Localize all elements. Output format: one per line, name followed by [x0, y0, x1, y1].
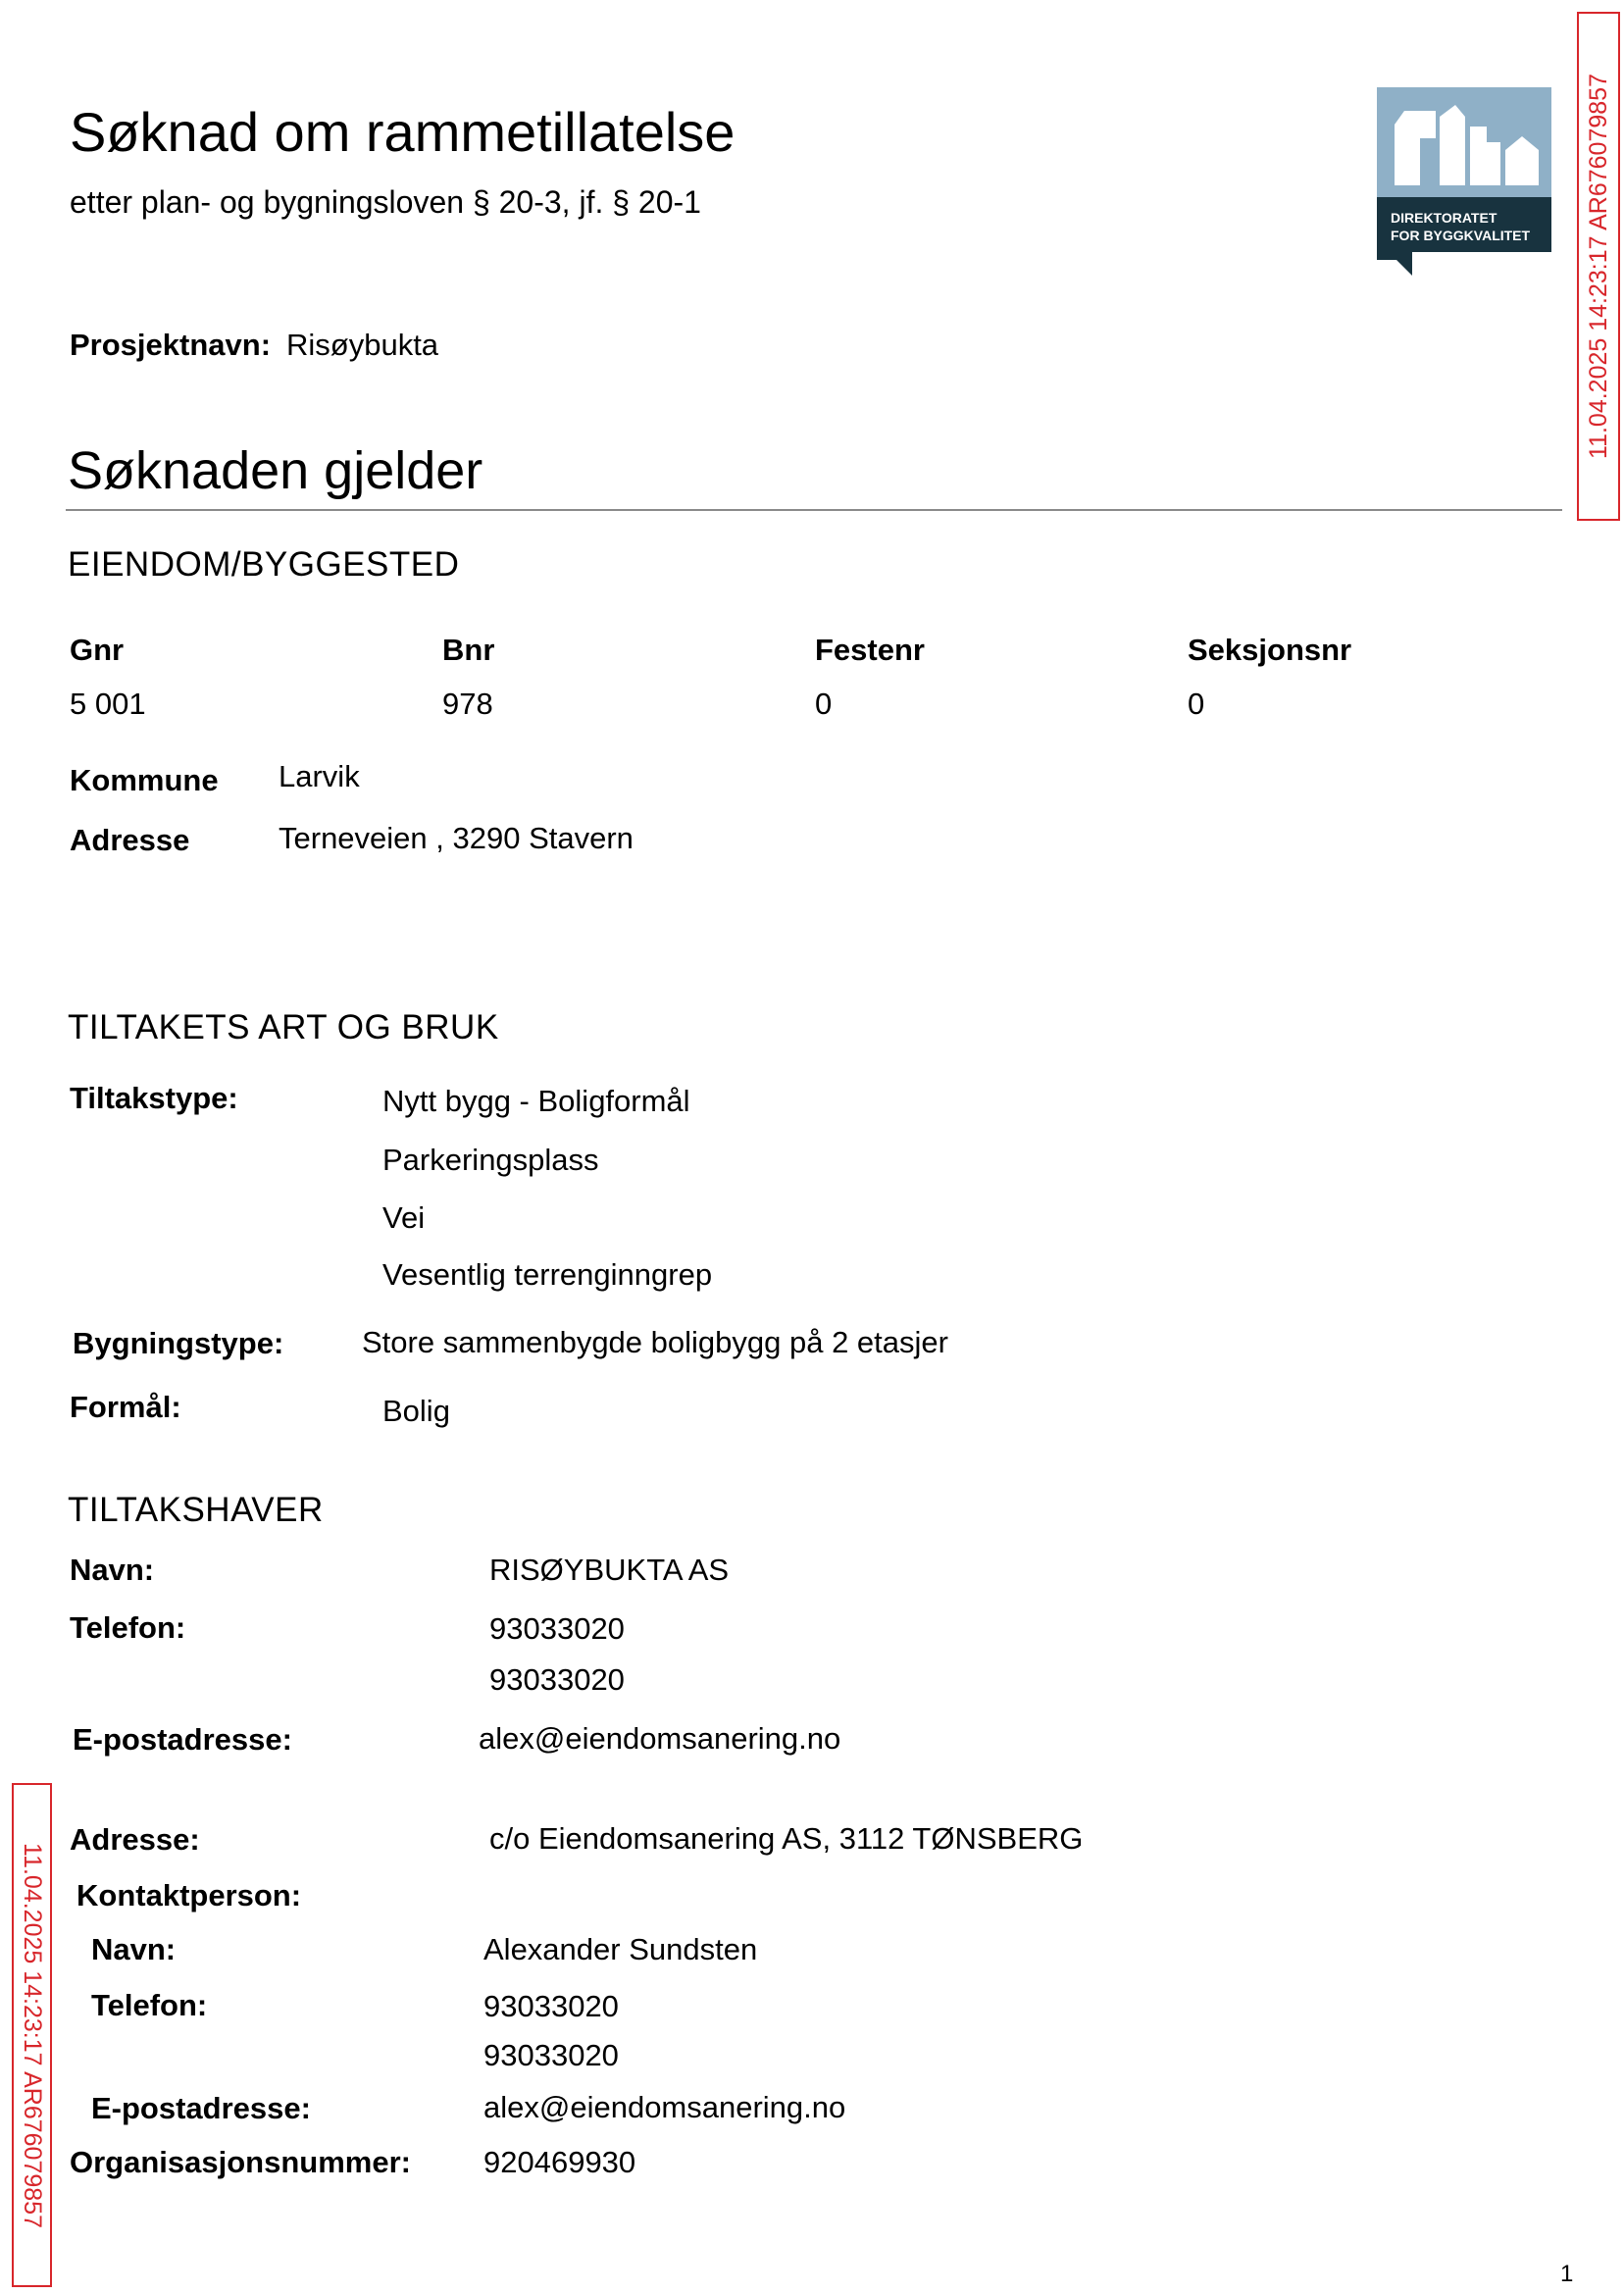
document-title: Søknad om rammetillatelse — [70, 101, 736, 163]
bnr-value: 978 — [442, 687, 493, 721]
logo-text-line2: FOR BYGGKVALITET — [1391, 228, 1531, 243]
tiltakshaver-epost-label: E-postadresse: — [73, 1722, 292, 1757]
tiltakstype-item: Nytt bygg - Boligformål — [382, 1084, 690, 1118]
kontakt-telefon-label: Telefon: — [91, 1988, 208, 2022]
dibk-logo — [1377, 87, 1551, 276]
bygningstype-label: Bygningstype: — [73, 1326, 284, 1360]
festenr-header: Festenr — [815, 633, 925, 667]
project-name-label: Prosjektnavn: — [70, 328, 272, 362]
kontakt-telefon-value: 93033020 — [483, 1989, 619, 2023]
project-name-value: Risøybukta — [286, 328, 439, 362]
tiltakshaver-adresse-label: Adresse: — [70, 1822, 200, 1857]
page-number: 1 — [1560, 2261, 1574, 2287]
gnr-value: 5 001 — [70, 687, 146, 721]
tiltakshaver-telefon-value: 93033020 — [489, 1611, 625, 1646]
kontakt-epost-label: E-postadresse: — [91, 2091, 311, 2125]
kontaktperson-label: Kontaktperson: — [76, 1878, 302, 1912]
kontakt-navn-label: Navn: — [91, 1932, 177, 1966]
timestamp-stamp-left — [12, 1783, 52, 2287]
formal-value: Bolig — [382, 1394, 450, 1428]
kommune-label: Kommune — [70, 763, 219, 797]
kommune-value: Larvik — [279, 759, 360, 793]
seksjonsnr-value: 0 — [1188, 687, 1205, 721]
tiltak-heading: TILTAKETS ART OG BRUK — [68, 1008, 499, 1046]
bygningstype-value: Store sammenbygde boligbygg på 2 etasjer — [362, 1325, 948, 1359]
orgnr-label: Organisasjonsnummer: — [70, 2145, 411, 2179]
orgnr-value: 920469930 — [483, 2145, 636, 2179]
tiltakstype-label: Tiltakstype: — [70, 1081, 238, 1115]
tiltakshaver-navn-value: RISØYBUKTA AS — [489, 1553, 730, 1587]
festenr-value: 0 — [815, 687, 833, 721]
tiltakshaver-heading: TILTAKSHAVER — [68, 1491, 324, 1529]
gnr-header: Gnr — [70, 633, 125, 667]
tiltakshaver-telefon-value: 93033020 — [489, 1662, 625, 1697]
section-divider — [66, 509, 1562, 511]
adresse-label: Adresse — [70, 823, 190, 857]
seksjonsnr-header: Seksjonsnr — [1188, 633, 1352, 667]
adresse-value: Terneveien , 3290 Stavern — [279, 821, 634, 855]
bnr-header: Bnr — [442, 633, 495, 667]
stamp-text: 11.04.2025 14:23:17 AR676079857 — [19, 1842, 46, 2228]
section-title: Søknaden gjelder — [68, 441, 483, 500]
kontakt-navn-value: Alexander Sundsten — [483, 1932, 758, 1966]
tiltakstype-item: Parkeringsplass — [382, 1143, 599, 1177]
tiltakstype-item: Vesentlig terrenginngrep — [382, 1257, 713, 1292]
property-heading: EIENDOM/BYGGESTED — [68, 545, 460, 584]
tiltakshaver-adresse-value: c/o Eiendomsanering AS, 3112 TØNSBERG — [489, 1821, 1084, 1856]
timestamp-stamp-top — [1577, 12, 1620, 521]
document-subtitle: etter plan- og bygningsloven § 20-3, jf. § 20-1 — [70, 184, 701, 220]
tiltakshaver-telefon-label: Telefon: — [70, 1610, 186, 1645]
stamp-text: 11.04.2025 14:23:17 AR676079857 — [1584, 74, 1612, 459]
tiltakshaver-navn-label: Navn: — [70, 1553, 155, 1587]
kontakt-telefon-value: 93033020 — [483, 2038, 619, 2072]
kontakt-epost-value: alex@eiendomsanering.no — [483, 2090, 846, 2124]
tiltakstype-item: Vei — [382, 1200, 426, 1235]
tiltakshaver-epost-value: alex@eiendomsanering.no — [479, 1721, 841, 1756]
logo-text-line1: DIREKTORATET — [1391, 210, 1497, 226]
formal-label: Formål: — [70, 1390, 181, 1424]
